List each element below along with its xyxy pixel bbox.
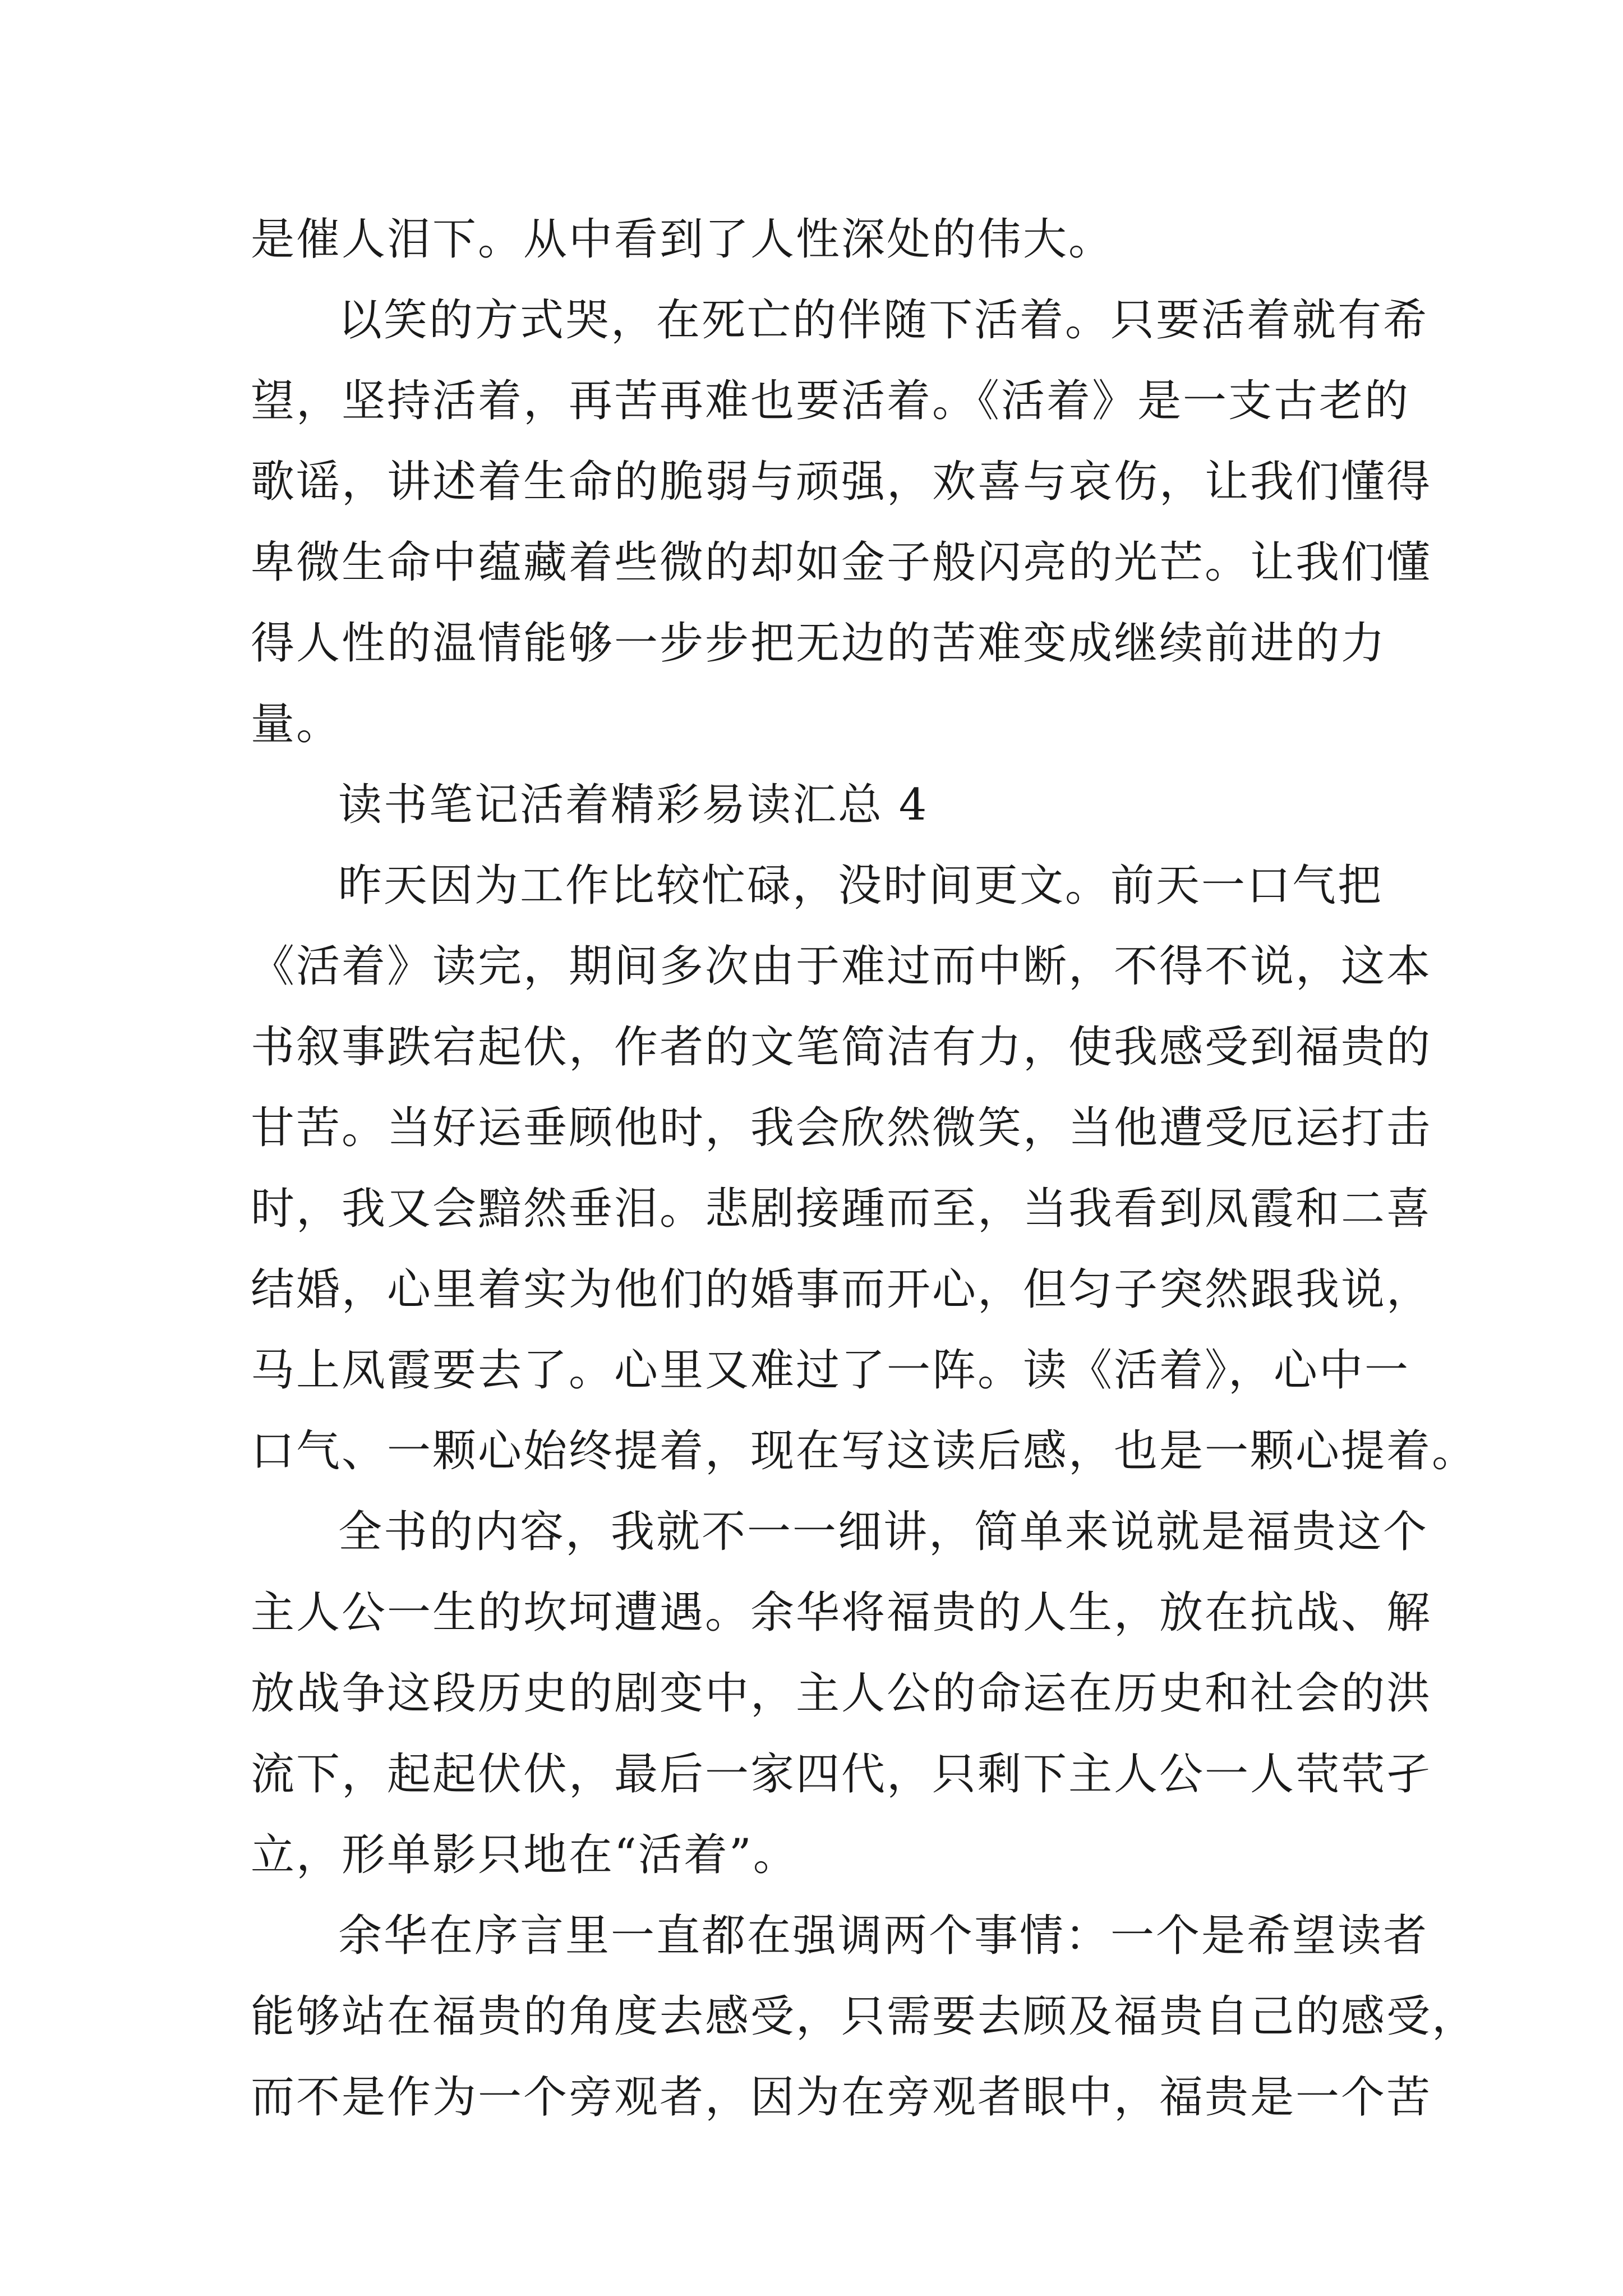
text-line: 结婚，心里着实为他们的婚事而开心，但匀子突然跟我说， xyxy=(251,1264,1432,1315)
text-line: 全书的内容，我就不一一细讲，简单来说就是福贵这个 xyxy=(338,1507,1429,1557)
text-line: 得人性的温情能够一步步把无边的苦难变成继续前进的力 xyxy=(251,618,1387,669)
text-line: 而不是作为一个旁观者，因为在旁观者眼中，福贵是一个苦 xyxy=(251,2072,1432,2123)
text-line: 余华在序言里一直都在强调两个事情：一个是希望读者 xyxy=(338,1911,1429,1961)
text-line: 流下，起起伏伏，最后一家四代，只剩下主人公一人茕茕孑 xyxy=(251,1749,1432,1800)
paragraph xyxy=(251,1895,1478,2138)
text-line: 望，坚持活着，再苦再难也要活着。《活着》是一支古老的 xyxy=(251,376,1410,426)
text-line: 以笑的方式哭，在死亡的伴随下活着。只要活着就有希 xyxy=(338,295,1429,346)
text-line: 主人公一生的坎坷遭遇。余华将福贵的人生，放在抗战、解 xyxy=(251,1588,1432,1638)
document-body xyxy=(251,199,1478,2138)
text-line: 歌谣，讲述着生命的脆弱与顽强，欢喜与哀伤，让我们懂得 xyxy=(251,457,1432,507)
text-line: 立，形单影只地在“活着”。 xyxy=(251,1830,799,1880)
paragraph xyxy=(251,765,1389,845)
text-line: 《活着》读完，期间多次由于难过而中断，不得不说，这本 xyxy=(251,941,1432,992)
text-line: 书叙事跌宕起伏，作者的文笔简洁有力，使我感受到福贵的 xyxy=(251,1022,1432,1073)
text-line: 口气、一颗心始终提着，现在写这读后感，也是一颗心提着。 xyxy=(251,1426,1478,1476)
paragraph xyxy=(251,280,1432,765)
text-line: 昨天因为工作比较忙碌，没时间更文。前天一口气把 xyxy=(338,861,1384,911)
text-line: 甘苦。当好运垂顾他时，我会欣然微笑，当他遭受厄运打击 xyxy=(251,1103,1432,1153)
text-line: 放战争这段历史的剧变中，主人公的命运在历史和社会的洪 xyxy=(251,1668,1432,1719)
text-line: 卑微生命中蕴藏着些微的却如金子般闪亮的光芒。让我们懂 xyxy=(251,537,1432,588)
text-line: 马上凤霞要去了。心里又难过了一阵。读《活着》，心中一 xyxy=(251,1345,1410,1396)
paragraph xyxy=(251,1492,1432,1895)
paragraph xyxy=(251,845,1478,1492)
text-line: 读书笔记活着精彩易读汇总 4 xyxy=(338,780,929,830)
text-line: 时，我又会黯然垂泪。悲剧接踵而至，当我看到凤霞和二喜 xyxy=(251,1184,1432,1234)
text-line: 能够站在福贵的角度去感受，只需要去顾及福贵自己的感受， xyxy=(251,1991,1478,2042)
paragraph xyxy=(251,199,1389,280)
text-line: 量。 xyxy=(251,699,342,749)
text-line: 是催人泪下。从中看到了人性深处的伟大。 xyxy=(251,214,1114,265)
